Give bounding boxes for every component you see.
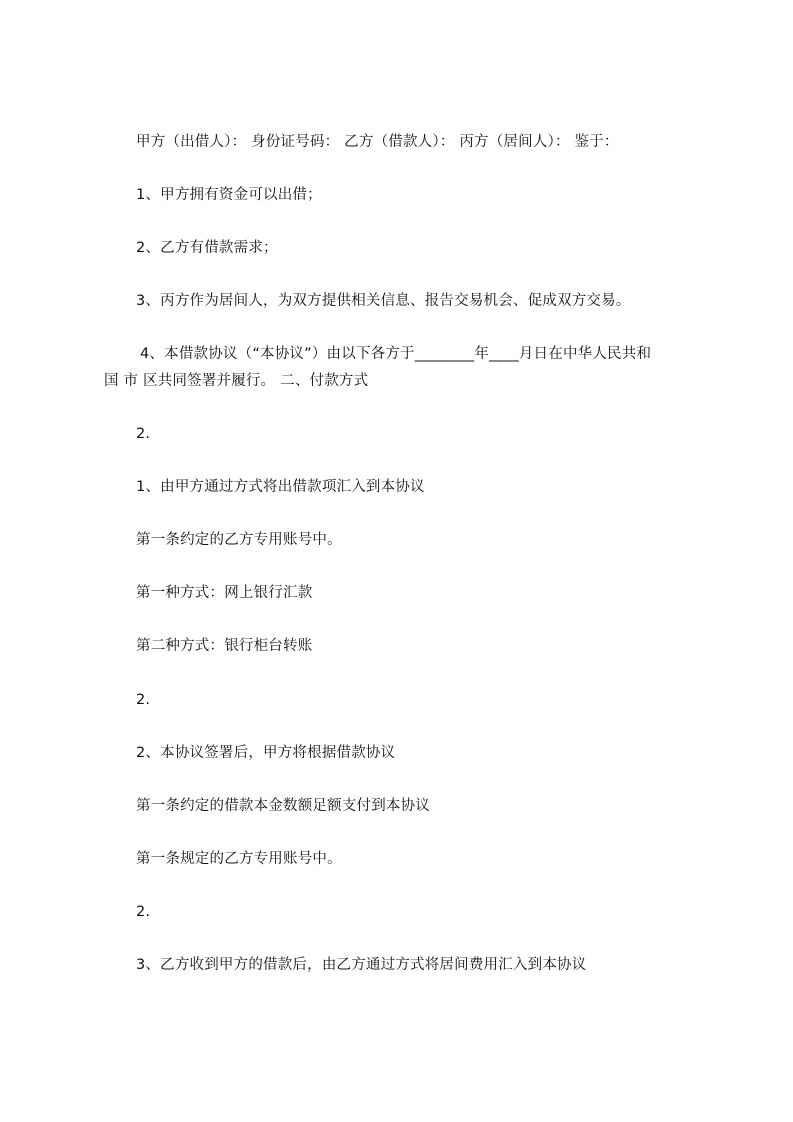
payment-clause-2: 2、本协议签署后，甲方将根据借款协议 [136, 745, 396, 761]
payment-method-2: 第二种方式：银行柜台转账 [136, 638, 313, 654]
preamble-parties: 甲方（出借人）： 身份证号码： 乙方（借款人）： 丙方（居间人）： 鉴于： [136, 134, 619, 150]
clause-3: 3、丙方作为居间人，为双方提供相关信息、报告交易机会、促成双方交易。 [136, 293, 631, 309]
section-number: 2. [136, 426, 151, 442]
clause-4-line-1: 4、本借款协议（“本协议”）由以下各方于________年____月日在中华人民共和 [140, 346, 652, 362]
payment-clause-1-cont: 第一条约定的乙方专用账号中。 [136, 532, 342, 548]
section-number: 2. [136, 904, 151, 920]
payment-clause-1: 1、由甲方通过方式将出借款项汇入到本协议 [136, 479, 425, 495]
payment-method-1: 第一种方式：网上银行汇款 [136, 585, 313, 601]
clause-2: 2、乙方有借款需求； [136, 240, 278, 256]
payment-clause-2-cont: 第一条约定的借款本金数额足额支付到本协议 [136, 798, 430, 814]
clause-1: 1、甲方拥有资金可以出借； [136, 187, 322, 203]
payment-clause-2-end: 第一条规定的乙方专用账号中。 [136, 851, 342, 867]
payment-clause-3: 3、乙方收到甲方的借款后，由乙方通过方式将居间费用汇入到本协议 [136, 957, 587, 973]
section-number: 2. [136, 692, 151, 708]
clause-4-line-2: 国 市 区共同签署并履行。 二、付款方式 [104, 373, 369, 389]
